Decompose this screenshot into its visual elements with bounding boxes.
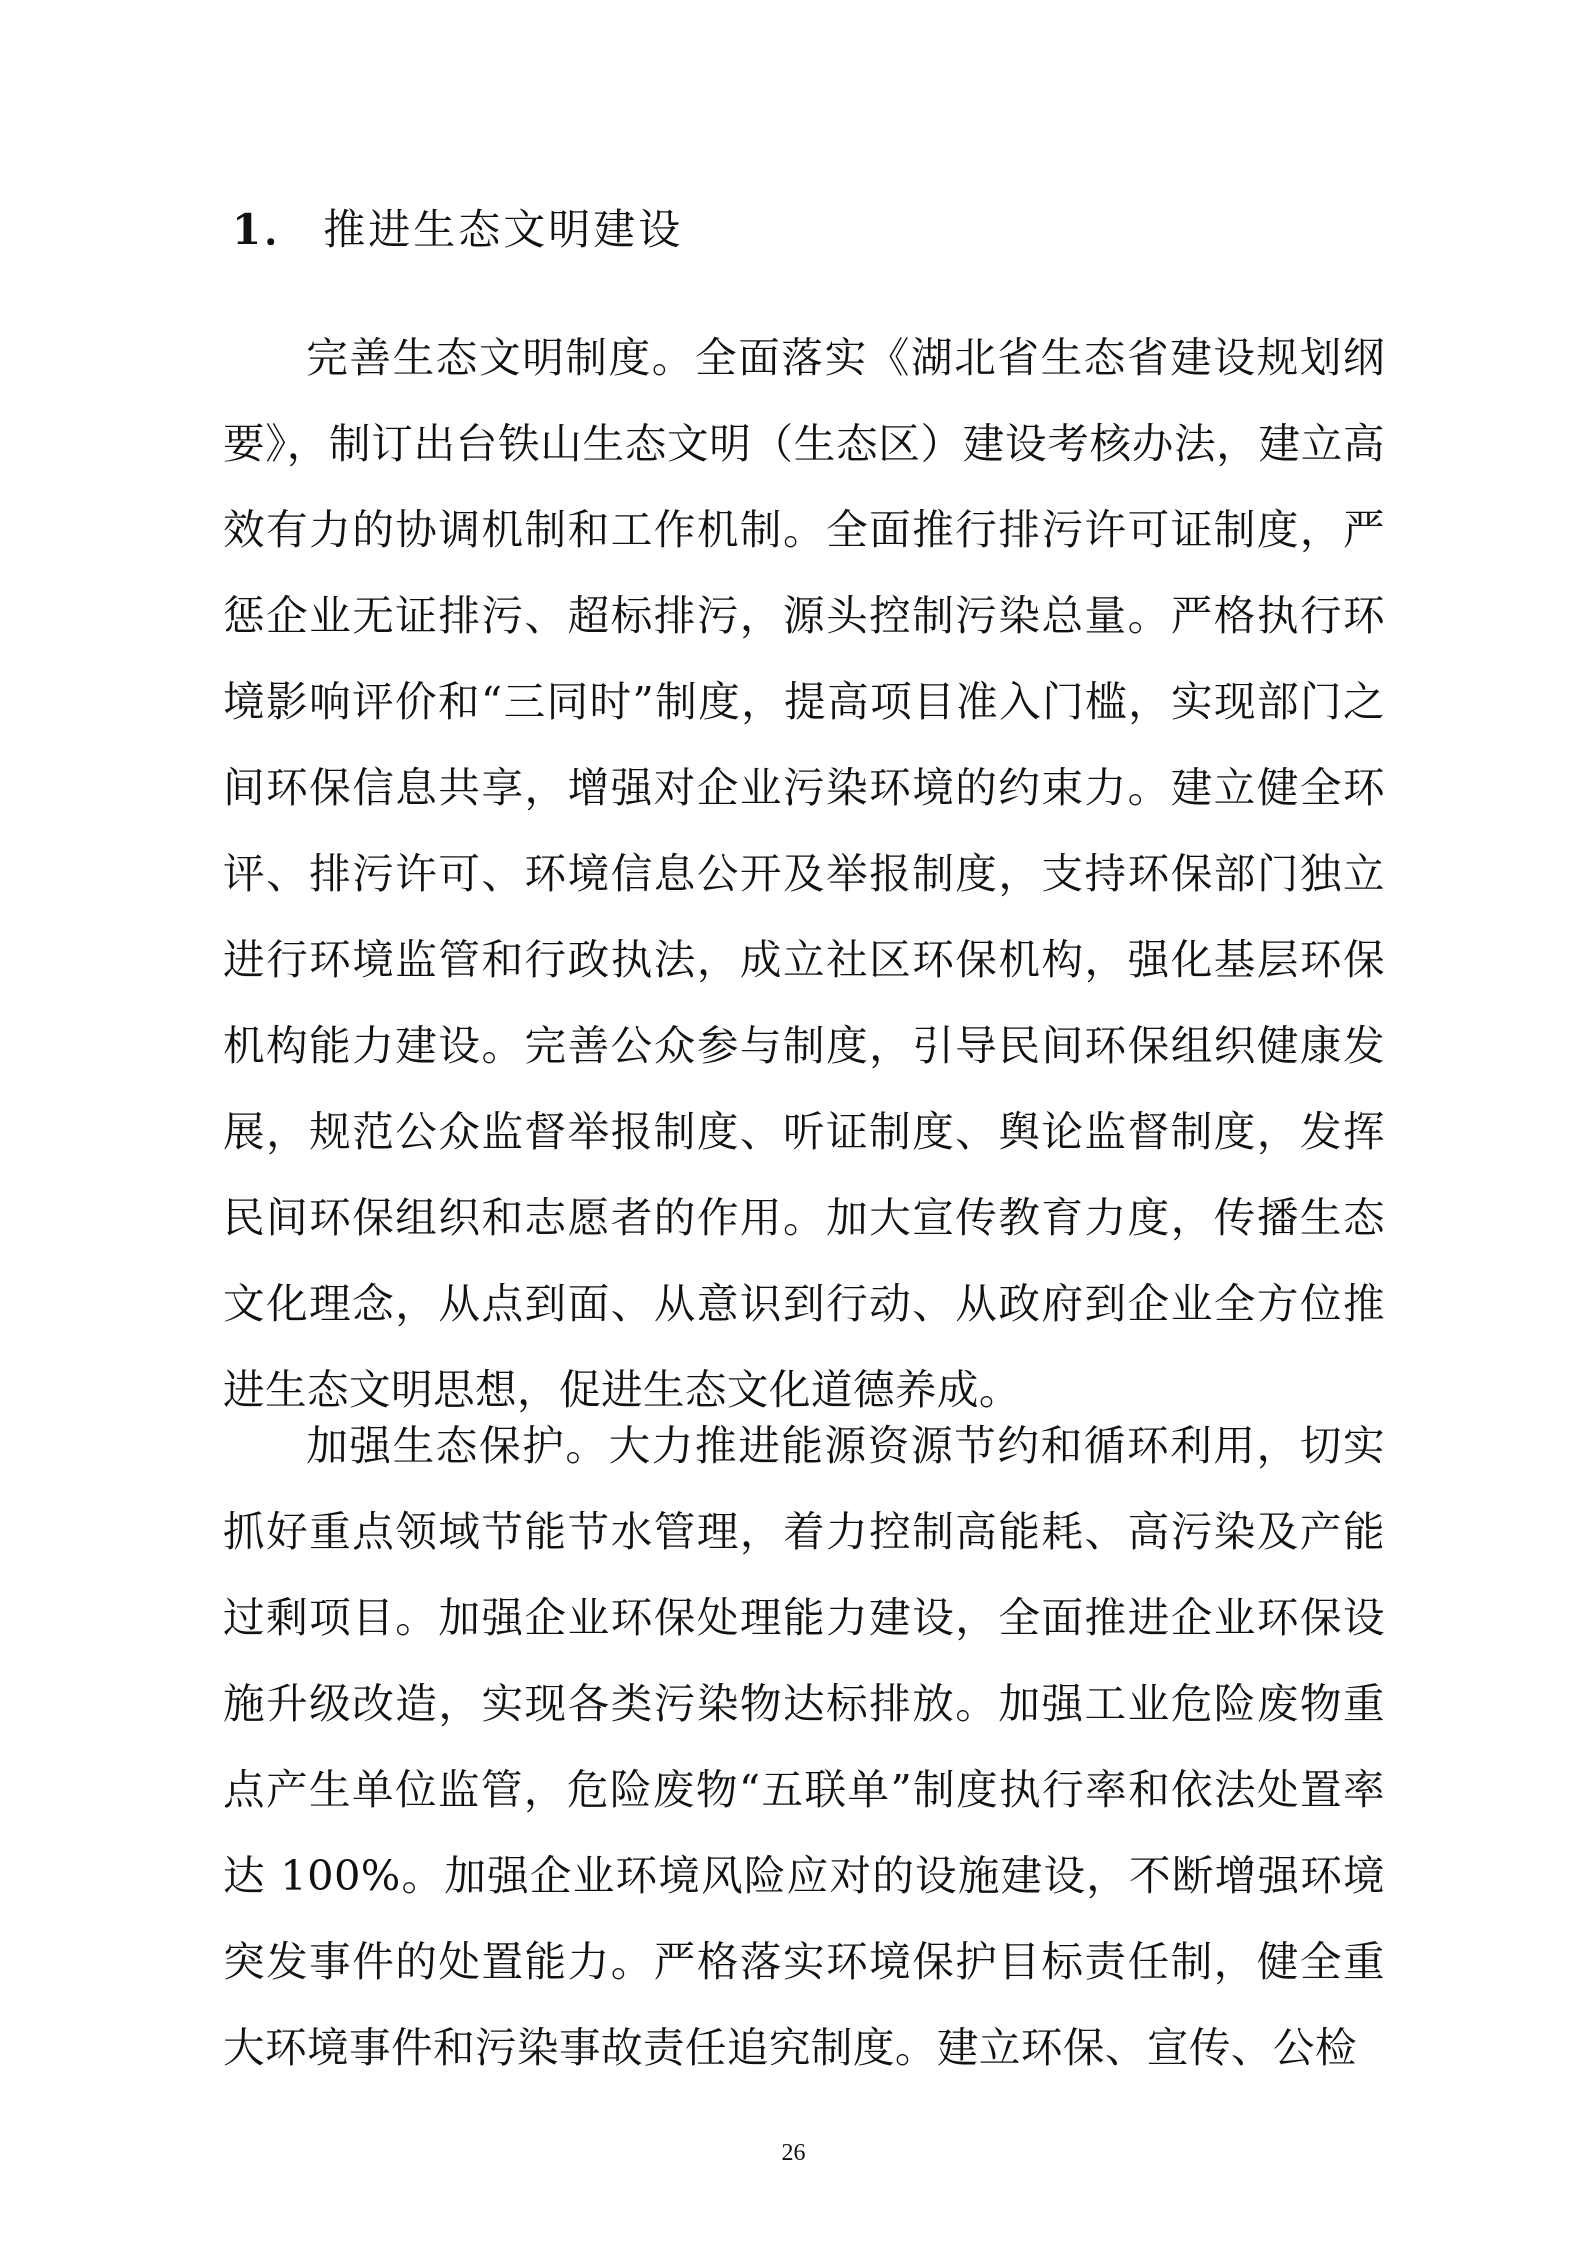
- paragraph: [223, 1403, 1385, 2091]
- section-number: 1．: [232, 205, 310, 254]
- paragraph-lead: 完善生态文明制度。: [306, 333, 695, 382]
- section-title: 推进生态文明建设: [323, 205, 684, 254]
- section-heading: [232, 200, 683, 260]
- paragraph-body: 全面落实《湖北省生态省建设规划纲要》，制订出台铁山生态文明（生态区）建设考核办法，建立高效有力的协调机制和工作机制。全面推行排污许可证制度，严惩企业无证排污、超标排污，源头控制污染总量。严格执行环境影响评价和“三同时”制度，提高项目准入门槛，实现部门之间环保信息共享，增强对企业污染环境的约束力。建立健全环评、排污许可、环境信息公开及举报制度，支持环保部门独立进行环境监管和行政执法，成立社区环保机构，强化基层环保机构能力建设。完善公众参与制度，引导民间环保组织健康发展，规范公众监督举报制度、听证制度、舆论监督制度，发挥民间环保组织和志愿者的作用。加大宣传教育力度，传播生态文化理念，从点到面、从意识到行动、从政府到企业全方位推进生态文明思想，促进生态文化道德养成。: [223, 333, 1385, 1414]
- page-number: 26: [781, 2140, 806, 2166]
- paragraph-lead: 加强生态保护。: [306, 1421, 609, 1470]
- paragraph: [223, 315, 1385, 1433]
- paragraph-body: 大力推进能源资源节约和循环利用，切实抓好重点领域节能节水管理，着力控制高能耗、高污染及产能过剩项目。加强企业环保处理能力建设，全面推进企业环保设施升级改造，实现各类污染物达标排放。加强工业危险废物重点产生单位监管，危险废物“五联单”制度执行率和依法处置率达 100%。加强企业环境风险应对的设施建设，不断增强环境突发事件的处置能力。严格落实环境保护目标责任制，健全重大环境事件和污染事故责任追究制度。建立环保、宣传、公检: [223, 1421, 1385, 2072]
